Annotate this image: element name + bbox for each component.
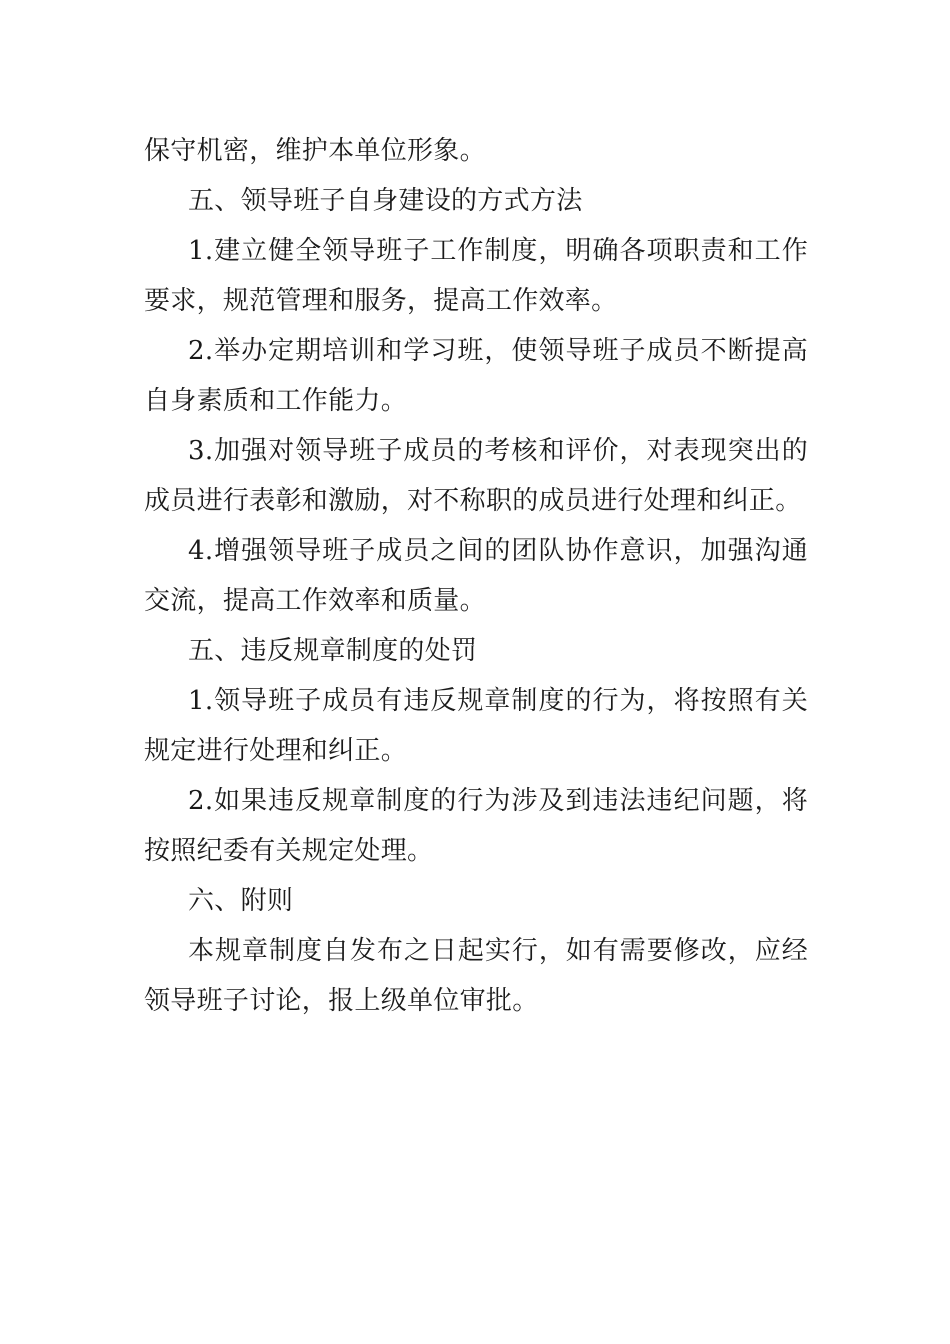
list-item-1: 1.领导班子成员有违反规章制度的行为，将按照有关规定进行处理和纠正。 (144, 686, 808, 766)
list-item-2: 2.举办定期培训和学习班，使领导班子成员不断提高自身素质和工作能力。 (144, 336, 808, 416)
paragraph-appendix: 本规章制度自发布之日起实行，如有需要修改，应经领导班子讨论，报上级单位审批。 (144, 936, 808, 1016)
list-item-2: 2.如果违反规章制度的行为涉及到违法违纪问题，将按照纪委有关规定处理。 (144, 786, 808, 866)
section-heading-appendix: 六、附则 (188, 886, 294, 916)
section-heading-penalties: 五、违反规章制度的处罚 (188, 636, 478, 666)
list-item-1: 1.建立健全领导班子工作制度，明确各项职责和工作要求，规范管理和服务，提高工作效率。 (144, 236, 808, 316)
document-page (144, 126, 808, 1026)
list-item-4: 4.增强领导班子成员之间的团队协作意识，加强沟通交流，提高工作效率和质量。 (144, 536, 808, 616)
section-heading-methods: 五、领导班子自身建设的方式方法 (188, 186, 583, 216)
paragraph-continuation: 保守机密，维护本单位形象。 (144, 136, 486, 166)
list-item-3: 3.加强对领导班子成员的考核和评价，对表现突出的成员进行表彰和激励，对不称职的成员进行处理和纠正。 (144, 436, 808, 516)
